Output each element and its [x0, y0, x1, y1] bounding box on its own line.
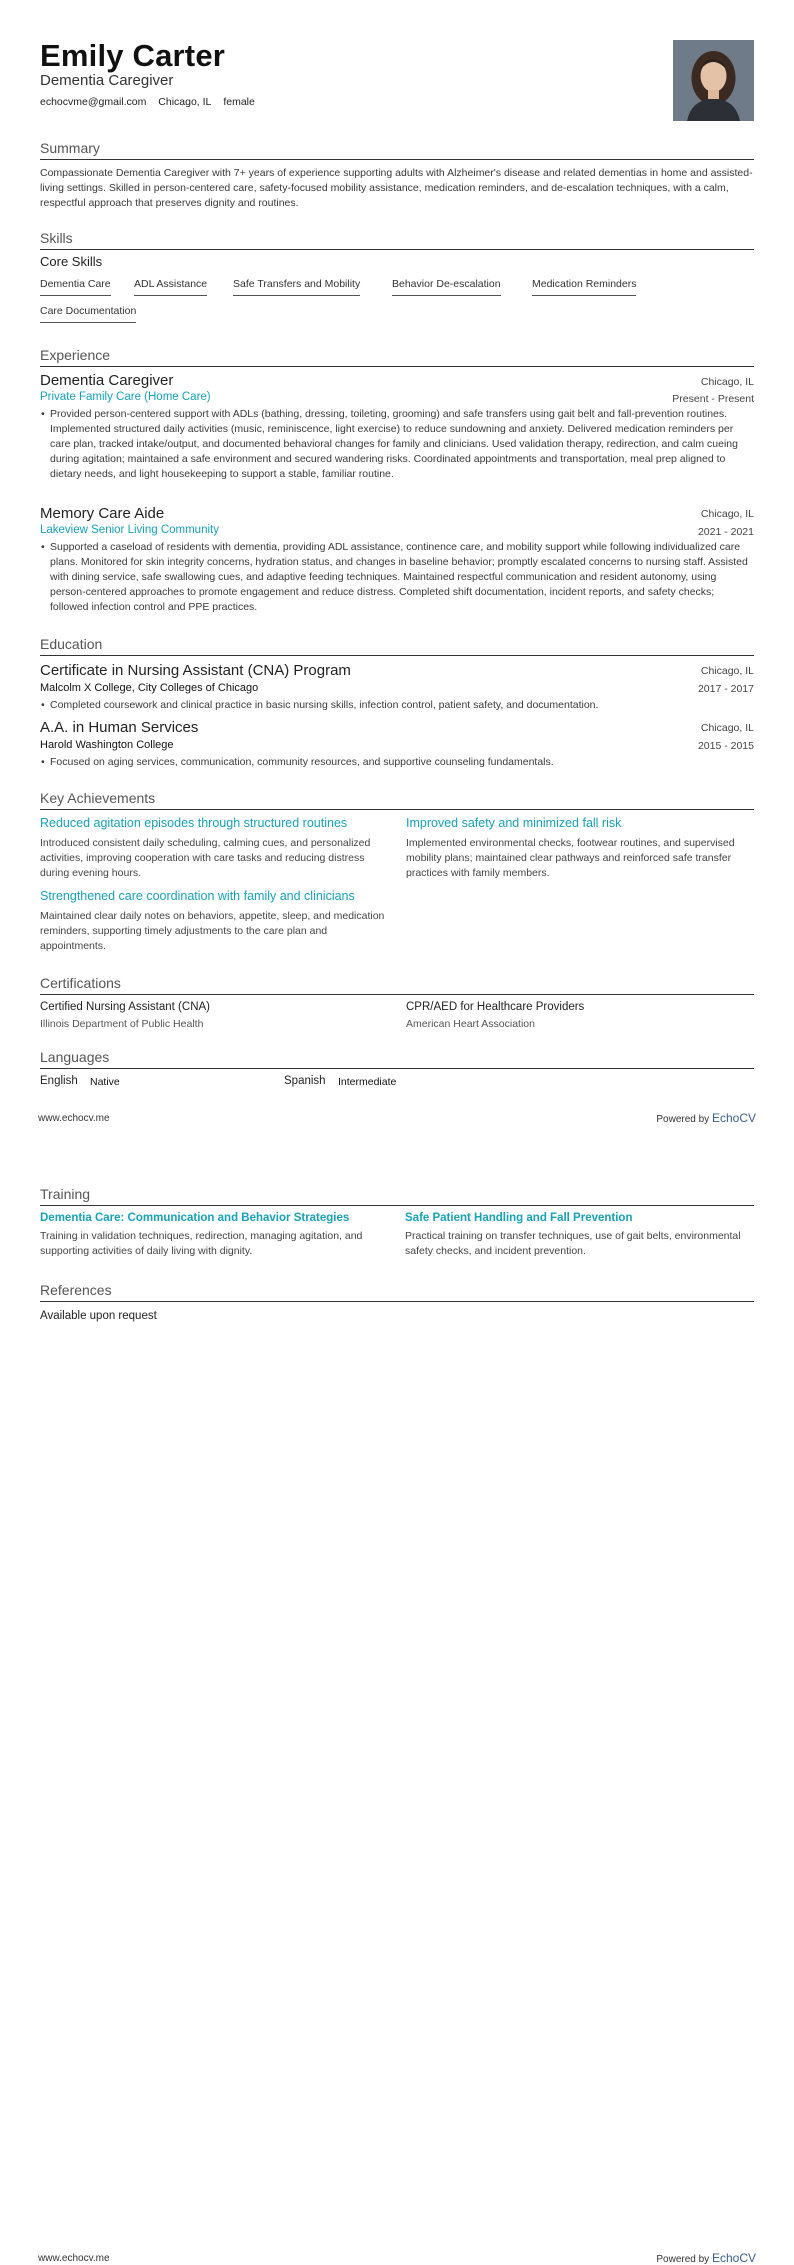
resume-page-2: [0, 1130, 794, 2265]
training-title: Safe Patient Handling and Fall Prevention: [405, 1212, 633, 1224]
skill-chip: Behavior De-escalation: [392, 278, 501, 296]
education-heading: Education: [40, 636, 754, 656]
footer-site-link[interactable]: www.echocv.me: [38, 1113, 110, 1124]
job-bullet: • Supported a caseload of residents with dementia, providing ADL assistance, continence care, and mobility support while following individualized care plans. Monitored for skin integrity concerns, hydration status, and changes in baseline behavior; promptly escalated concerns to nursing staff. Assisted with dining service, safe swallowing cues, and adaptive feeding techniques. Maintained respectful communication and resident autonomy, using person-centered approaches to promote engagement and reduce distress. Completed shift documentation, incident reports, and safety checks; followed infection control and PPE practices.: [50, 540, 750, 615]
footer-site-link[interactable]: www.echocv.me: [38, 2253, 110, 2264]
location-text: Chicago, IL: [158, 96, 212, 108]
achievement-text: Introduced consistent daily scheduling, calming cues, and personalized activities, improving cooperation with care tasks and reducing distress during evening hours.: [40, 837, 371, 879]
edu-location: Chicago, IL: [700, 665, 754, 677]
skill-chip: Medication Reminders: [532, 278, 636, 296]
language-level: Intermediate: [338, 1076, 397, 1088]
skill-chip: Care Documentation: [40, 305, 136, 323]
edu-dates: 2017 - 2017: [697, 683, 754, 695]
job-location: Chicago, IL: [700, 508, 754, 520]
skill-chip: Dementia Care: [40, 278, 111, 296]
edu-bullet: • Completed coursework and clinical practice in basic nursing skills, infection control, patient safety, and documentation.: [50, 698, 750, 713]
references-text: Available upon request: [40, 1310, 157, 1322]
edu-location: Chicago, IL: [700, 722, 754, 734]
references-heading: References: [40, 1282, 754, 1302]
cert-org: American Heart Association: [406, 1018, 535, 1030]
skill-chip: ADL Assistance: [134, 278, 207, 296]
candidate-title: Dementia Caregiver: [40, 72, 174, 89]
degree-title: Certificate in Nursing Assistant (CNA) Program: [40, 662, 351, 679]
job-title: Dementia Caregiver: [40, 372, 174, 389]
training-title: Dementia Care: Communication and Behavior Strategies: [40, 1212, 350, 1224]
powered-by-text: Powered by: [656, 1114, 710, 1125]
footer-powered: [656, 2251, 756, 2265]
avatar: [673, 40, 754, 121]
achievements-heading: Key Achievements: [40, 790, 754, 810]
school-name: Harold Washington College: [40, 739, 174, 751]
skills-heading: Skills: [40, 230, 754, 250]
language-name: English: [40, 1075, 78, 1087]
achievement-title: Reduced agitation episodes through structured routines: [40, 816, 348, 830]
footer-powered: [656, 1111, 756, 1125]
email-link[interactable]: echocvme@gmail.com: [40, 96, 147, 108]
training-heading: Training: [40, 1186, 754, 1206]
powered-by-text: Powered by: [656, 2254, 710, 2265]
edu-dates: 2015 - 2015: [697, 740, 754, 752]
job-title: Memory Care Aide: [40, 505, 165, 522]
cert-name: CPR/AED for Healthcare Providers: [406, 1001, 585, 1013]
job-location: Chicago, IL: [700, 376, 754, 388]
echocv-brand[interactable]: EchoCV: [711, 1111, 756, 1125]
training-text: Training in validation techniques, redirection, managing agitation, and supporting activities of daily living with dignity.: [40, 1230, 363, 1257]
language-name: Spanish: [284, 1075, 326, 1087]
training-text: Practical training on transfer techniques, use of gait belts, environmental safety checks, and incident prevention.: [405, 1230, 741, 1257]
gender-text: female: [223, 96, 255, 108]
job-dates: 2021 - 2021: [697, 526, 754, 538]
summary-text: Compassionate Dementia Caregiver with 7+ years of experience supporting adults with Alzheimer's disease and related dementias in home and assisted-living settings. Skilled in person-centered care, safety-focused mobility assistance, medication reminders, and de-escalation techniques, with a calm, respectful approach that preserves dignity and routines.: [40, 167, 753, 209]
job-dates: Present - Present: [672, 393, 754, 405]
certifications-heading: Certifications: [40, 975, 754, 995]
job-bullet: • Provided person-centered support with ADLs (bathing, dressing, toileting, grooming) and safe transfers using gait belt and fall-prevention routines. Implemented structured daily activities (music, reminiscence, light exercise) to reduce sundowning and anxiety. Delivered medication reminders per care plan, tracked intake/output, and documented behavioral changes for family and clinicians. Used validation therapy, redirection, and calm cueing during agitation; maintained a safe environment and secured wandering risks. Coordinated appointments and transportation, meal prep aligned to dietary needs, and light housekeeping to support a stable, familiar routine.: [50, 407, 750, 482]
cert-name: Certified Nursing Assistant (CNA): [40, 1001, 210, 1013]
candidate-name: Emily Carter: [40, 38, 226, 73]
languages-heading: Languages: [40, 1049, 754, 1069]
echocv-brand[interactable]: EchoCV: [711, 2251, 756, 2265]
core-skills-label: Core Skills: [40, 254, 103, 269]
achievement-text: Implemented environmental checks, footwear routines, and supervised mobility plans; maintained clear pathways and reinforced safe transfer practices with family members.: [406, 837, 735, 879]
job-company: Lakeview Senior Living Community: [40, 524, 219, 536]
edu-bullet: • Focused on aging services, communication, community resources, and supportive counseling fundamentals.: [50, 755, 750, 770]
cert-org: Illinois Department of Public Health: [40, 1018, 204, 1030]
job-company: Private Family Care (Home Care): [40, 391, 211, 403]
resume-page-1: [0, 0, 794, 1130]
summary-heading: Summary: [40, 140, 754, 160]
language-level: Native: [90, 1076, 120, 1088]
achievement-title: Improved safety and minimized fall risk: [406, 816, 622, 830]
achievement-text: Maintained clear daily notes on behaviors, appetite, sleep, and medication reminders, supporting timely adjustments to the care plan and appointments.: [40, 910, 385, 952]
skill-chip: Safe Transfers and Mobility: [233, 278, 360, 296]
degree-title: A.A. in Human Services: [40, 719, 199, 736]
experience-heading: Experience: [40, 347, 754, 367]
school-name: Malcolm X College, City Colleges of Chicago: [40, 682, 259, 694]
achievement-title: Strengthened care coordination with family and clinicians: [40, 889, 355, 903]
contact-line: [40, 96, 264, 108]
